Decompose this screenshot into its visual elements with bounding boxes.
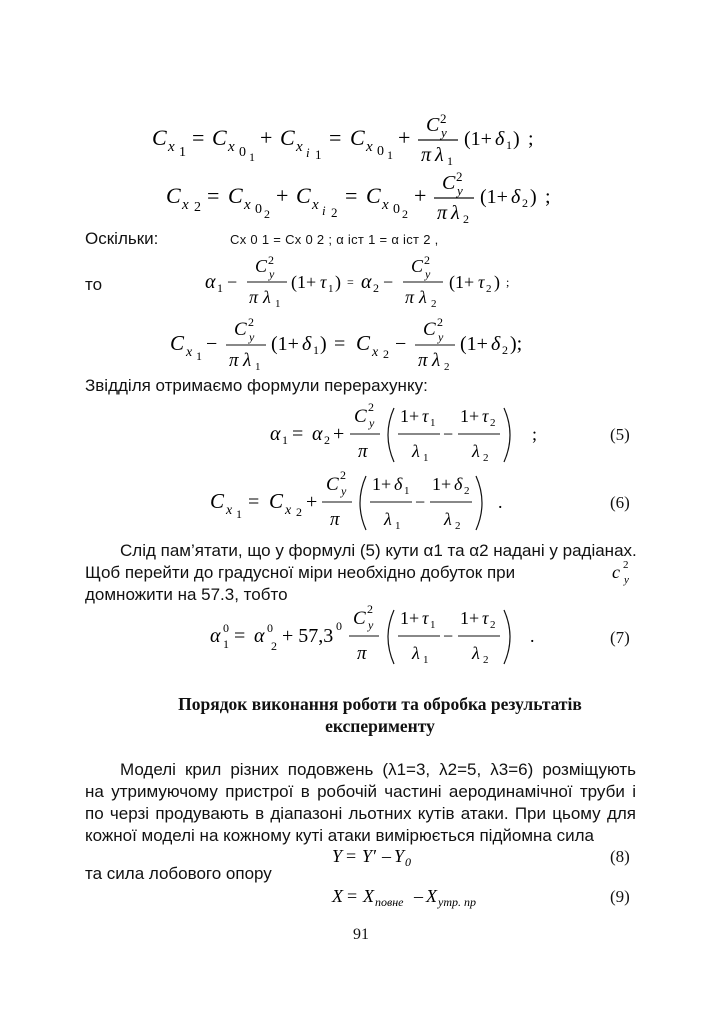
svg-text:=: = xyxy=(345,183,358,208)
svg-text:x: x xyxy=(382,197,389,213)
svg-text:X: X xyxy=(363,886,374,906)
eq-number-9: (9) xyxy=(610,887,630,906)
svg-text:y: y xyxy=(457,183,463,198)
svg-text:Y′: Y′ xyxy=(362,846,376,866)
inline-cy-symbol xyxy=(610,556,640,588)
svg-text:λ: λ xyxy=(412,441,420,461)
svg-text:+ 57,3: + 57,3 xyxy=(282,625,334,647)
svg-text:i: i xyxy=(322,203,326,218)
svg-text:2: 2 xyxy=(248,315,254,329)
svg-text:C: C xyxy=(353,608,366,629)
note-line-1: Слід пам’ятати, що у формулі (5) кути α1 та α2 надані у радіанах. xyxy=(120,541,637,560)
svg-text:1+: 1+ xyxy=(460,608,480,628)
formula-cx-equality xyxy=(170,312,540,374)
svg-text:x: x xyxy=(312,197,319,213)
then-label: то xyxy=(85,275,103,294)
svg-text:(1+: (1+ xyxy=(449,272,475,292)
svg-text:=: = xyxy=(346,846,357,866)
svg-text:2: 2 xyxy=(424,253,430,267)
svg-text:−: − xyxy=(415,492,426,512)
svg-text:α: α xyxy=(254,625,265,647)
svg-text:+: + xyxy=(414,183,427,208)
svg-text:1: 1 xyxy=(249,150,255,164)
svg-text:C: C xyxy=(255,256,268,276)
svg-text:): ) xyxy=(513,128,520,150)
body-line-1: Моделі крил різних подовжень (λ1=3, λ2=5, λ3=6) розміщують xyxy=(120,760,636,779)
formula-cx-recalc xyxy=(210,466,510,540)
svg-text:1: 1 xyxy=(395,520,401,532)
svg-text:1+: 1+ xyxy=(372,474,392,494)
svg-text:2: 2 xyxy=(331,205,338,220)
svg-text:1+: 1+ xyxy=(432,474,452,494)
svg-text:): ) xyxy=(530,186,537,208)
svg-text:1: 1 xyxy=(223,637,229,651)
svg-text:λ: λ xyxy=(444,509,452,529)
svg-text:1+: 1+ xyxy=(460,406,480,426)
svg-text:2: 2 xyxy=(490,619,496,631)
svg-text:2: 2 xyxy=(194,200,201,215)
svg-text:1: 1 xyxy=(506,138,512,152)
formula-alpha-recalc xyxy=(270,396,560,470)
eq-number-5: (5) xyxy=(610,425,630,444)
svg-text:c: c xyxy=(612,562,620,582)
svg-text:λ: λ xyxy=(412,643,420,663)
svg-text:(1+: (1+ xyxy=(291,272,317,292)
svg-text:x: x xyxy=(285,503,292,518)
svg-text:2: 2 xyxy=(373,281,379,295)
svg-text:1: 1 xyxy=(196,349,202,363)
svg-text:x: x xyxy=(182,197,189,213)
svg-text:–: – xyxy=(382,846,391,866)
svg-text:C: C xyxy=(269,489,284,513)
svg-text:0: 0 xyxy=(267,621,273,635)
svg-text:1: 1 xyxy=(275,298,281,310)
svg-text:0: 0 xyxy=(223,621,229,635)
svg-text:): ) xyxy=(320,333,327,355)
svg-text:x: x xyxy=(226,503,233,518)
svg-text:δ: δ xyxy=(454,474,463,494)
svg-text:π: π xyxy=(421,144,432,166)
svg-text:λ: λ xyxy=(243,350,252,371)
svg-text:0: 0 xyxy=(393,202,400,217)
svg-text:C: C xyxy=(442,172,456,194)
svg-text:δ: δ xyxy=(394,474,403,494)
svg-text:=: = xyxy=(347,886,358,906)
svg-text:=: = xyxy=(234,625,246,647)
svg-text:−: − xyxy=(206,333,218,355)
svg-text:τ: τ xyxy=(320,272,327,292)
svg-text:+: + xyxy=(306,491,318,513)
svg-text:C: C xyxy=(423,319,436,340)
svg-text:+: + xyxy=(276,183,289,208)
svg-text:π: π xyxy=(229,350,239,371)
svg-text:δ: δ xyxy=(302,333,312,355)
svg-text:τ: τ xyxy=(422,406,429,426)
svg-text:y: y xyxy=(249,330,255,344)
svg-text:X: X xyxy=(332,886,343,906)
svg-text:C: C xyxy=(366,183,381,208)
svg-text:2: 2 xyxy=(437,315,443,329)
svg-text:α: α xyxy=(210,625,221,647)
svg-text:π: π xyxy=(437,202,448,224)
svg-text:1: 1 xyxy=(430,417,436,429)
svg-text:=: = xyxy=(207,183,220,208)
svg-text:π: π xyxy=(330,509,340,530)
svg-text:1: 1 xyxy=(447,154,453,168)
svg-text:2: 2 xyxy=(440,111,447,126)
section-heading-line-2: експерименту xyxy=(325,716,435,736)
svg-text:τ: τ xyxy=(482,608,489,628)
eq-number-8: (8) xyxy=(610,847,630,866)
svg-text:π: π xyxy=(249,287,259,307)
svg-text:2: 2 xyxy=(431,298,437,310)
svg-text:2: 2 xyxy=(463,212,469,226)
svg-text:2: 2 xyxy=(623,559,629,571)
svg-text:2: 2 xyxy=(464,485,470,497)
svg-text:+: + xyxy=(260,125,273,150)
svg-text:1+: 1+ xyxy=(400,608,420,628)
eq-number-6: (6) xyxy=(610,493,630,512)
svg-text:C: C xyxy=(426,114,440,136)
svg-text:2: 2 xyxy=(456,169,463,184)
svg-text:τ: τ xyxy=(478,272,485,292)
svg-text:1: 1 xyxy=(282,433,288,447)
page-number: 91 xyxy=(353,926,369,943)
svg-text:x: x xyxy=(372,345,379,360)
svg-text:2: 2 xyxy=(368,400,374,414)
svg-text:τ: τ xyxy=(482,406,489,426)
svg-text:λ: λ xyxy=(432,350,441,371)
svg-text:C: C xyxy=(152,125,167,150)
svg-text:y: y xyxy=(441,125,447,140)
body-line-3: по черзі продувають в діапазоні льотних кутів атаки. При цьому для xyxy=(85,804,636,823)
svg-text:C: C xyxy=(234,319,247,340)
svg-text:C: C xyxy=(326,474,339,495)
svg-text:X: X xyxy=(426,886,437,906)
formula-alpha-equality xyxy=(205,250,535,312)
svg-text:1: 1 xyxy=(217,281,223,295)
svg-text:=: = xyxy=(248,491,260,513)
svg-text:2: 2 xyxy=(483,452,489,464)
svg-text:.: . xyxy=(498,492,503,512)
drag-label: та сила лобового опору xyxy=(85,864,272,883)
svg-text:2: 2 xyxy=(264,207,270,221)
note-line-3: домножити на 57.3, тобто xyxy=(85,585,288,604)
svg-text:C: C xyxy=(411,256,424,276)
svg-text:π: π xyxy=(357,643,367,664)
svg-text:;: ; xyxy=(545,186,551,208)
svg-text:1: 1 xyxy=(328,283,334,295)
formula-cx1 xyxy=(140,103,560,169)
svg-text:α: α xyxy=(312,423,323,445)
svg-text:1: 1 xyxy=(315,147,322,162)
svg-text:2: 2 xyxy=(268,253,274,267)
svg-text:C: C xyxy=(212,125,227,150)
svg-text:α: α xyxy=(361,271,372,293)
body-line-2: на утримуючому пристрої в робочій частині аеродинамічної труби і xyxy=(85,782,636,801)
svg-text:2: 2 xyxy=(444,361,450,373)
svg-text:;: ; xyxy=(528,128,534,150)
svg-text:C: C xyxy=(356,331,371,355)
svg-text:повне: повне xyxy=(375,895,404,909)
svg-text:x: x xyxy=(296,139,303,155)
svg-text:1: 1 xyxy=(179,145,186,160)
svg-text:−: − xyxy=(383,272,394,292)
svg-text:π: π xyxy=(405,287,415,307)
svg-text:λ: λ xyxy=(419,287,427,307)
svg-text:x: x xyxy=(228,139,235,155)
svg-text:=: = xyxy=(192,125,205,150)
svg-text:2: 2 xyxy=(483,654,489,666)
svg-text:2: 2 xyxy=(340,468,346,482)
formula-drag-force xyxy=(330,882,520,910)
svg-text:1: 1 xyxy=(236,507,242,521)
svg-text:Y: Y xyxy=(332,846,343,866)
svg-text:+: + xyxy=(398,125,411,150)
svg-text:x: x xyxy=(168,139,175,155)
section-heading-line-1: Порядок виконання роботи та обробка результатів xyxy=(178,694,582,714)
svg-text:2: 2 xyxy=(296,505,302,519)
svg-text:0: 0 xyxy=(377,144,384,159)
svg-text:x: x xyxy=(186,345,193,360)
svg-text:λ: λ xyxy=(263,287,271,307)
svg-text:(1+: (1+ xyxy=(271,333,299,355)
svg-text:δ: δ xyxy=(511,186,521,208)
svg-text:;: ; xyxy=(532,424,538,444)
svg-text:y: y xyxy=(425,267,431,281)
svg-text:1: 1 xyxy=(387,148,393,162)
svg-text:1: 1 xyxy=(430,619,436,631)
svg-text:y: y xyxy=(269,267,275,281)
svg-text:.: . xyxy=(530,626,535,646)
svg-text:2: 2 xyxy=(402,207,408,221)
svg-text:i: i xyxy=(306,145,310,160)
note-line-2: Щоб перейти до градусної міри необхідно добуток при xyxy=(85,563,516,582)
equalities-text: Cx 0 1 = Cx 0 2 ; α іст 1 = α іст 2 , xyxy=(230,232,439,247)
svg-text:π: π xyxy=(418,350,428,371)
svg-text:C: C xyxy=(170,331,185,355)
svg-text:C: C xyxy=(228,183,243,208)
svg-text:C: C xyxy=(354,406,367,427)
svg-text:0: 0 xyxy=(255,202,262,217)
svg-text:α: α xyxy=(270,423,281,445)
svg-text:2: 2 xyxy=(522,196,528,210)
svg-text:1: 1 xyxy=(255,361,261,373)
svg-text:λ: λ xyxy=(472,441,480,461)
svg-text:y: y xyxy=(341,484,347,498)
svg-text:): ) xyxy=(494,272,500,292)
svg-text:π: π xyxy=(358,441,368,462)
svg-text:утр. пр: утр. пр xyxy=(438,895,476,909)
svg-text:C: C xyxy=(210,489,225,513)
eq-number-7: (7) xyxy=(610,628,630,647)
svg-text:=: = xyxy=(347,275,354,289)
svg-text:λ: λ xyxy=(384,509,392,529)
svg-text:α: α xyxy=(205,271,216,293)
svg-text:2: 2 xyxy=(486,283,492,295)
svg-text:−: − xyxy=(227,272,238,292)
svg-text:–: – xyxy=(414,886,423,906)
svg-text:C: C xyxy=(350,125,365,150)
svg-text:δ: δ xyxy=(491,333,501,355)
svg-text:1: 1 xyxy=(313,343,319,357)
formula-cx2 xyxy=(140,163,570,229)
svg-text:x: x xyxy=(366,139,373,155)
svg-text:0: 0 xyxy=(405,855,411,869)
svg-text:λ: λ xyxy=(435,144,444,166)
svg-text:τ: τ xyxy=(422,608,429,628)
from-here-text: Звідділя отримаємо формули перерахунку: xyxy=(85,376,428,395)
svg-text:C: C xyxy=(280,125,295,150)
formula-alpha-degrees xyxy=(210,600,550,674)
svg-text:2: 2 xyxy=(502,343,508,357)
svg-text:λ: λ xyxy=(451,202,460,224)
svg-text:Y: Y xyxy=(394,846,405,866)
svg-text:+: + xyxy=(333,423,345,445)
svg-text:δ: δ xyxy=(495,128,505,150)
svg-text:=: = xyxy=(334,333,346,355)
svg-text:2: 2 xyxy=(383,347,389,361)
svg-text:1: 1 xyxy=(404,485,410,497)
svg-text:−: − xyxy=(443,424,454,444)
svg-text:−: − xyxy=(443,626,454,646)
svg-text:C: C xyxy=(296,183,311,208)
svg-text:2: 2 xyxy=(271,639,277,653)
svg-text:y: y xyxy=(438,330,444,344)
svg-text:=: = xyxy=(329,125,342,150)
svg-text:y: y xyxy=(624,574,629,586)
svg-text:x: x xyxy=(244,197,251,213)
svg-text:2: 2 xyxy=(367,602,373,616)
formula-lift-force xyxy=(330,842,450,870)
svg-text:0: 0 xyxy=(239,145,246,160)
svg-text:(1+: (1+ xyxy=(464,128,492,150)
svg-text:=: = xyxy=(292,423,304,445)
svg-text:(1+: (1+ xyxy=(480,186,508,208)
svg-text:−: − xyxy=(395,333,407,355)
since-label: Оскільки: xyxy=(85,229,159,248)
body-line-4: кожної моделі на кожному куті атаки вимірюється підйомна сила xyxy=(85,826,594,845)
svg-text:C: C xyxy=(166,183,181,208)
svg-text:2: 2 xyxy=(324,433,330,447)
svg-text:1+: 1+ xyxy=(400,406,420,426)
svg-text:1: 1 xyxy=(423,452,429,464)
svg-text:0: 0 xyxy=(336,619,342,633)
svg-text:λ: λ xyxy=(472,643,480,663)
svg-text:): ) xyxy=(335,272,341,292)
svg-text:(1+: (1+ xyxy=(460,333,488,355)
svg-text:y: y xyxy=(369,416,375,430)
svg-text:;: ; xyxy=(506,275,510,289)
svg-text:1: 1 xyxy=(423,654,429,666)
svg-text:);: ); xyxy=(510,333,523,355)
svg-text:2: 2 xyxy=(455,520,461,532)
svg-text:y: y xyxy=(368,618,374,632)
svg-text:2: 2 xyxy=(490,417,496,429)
